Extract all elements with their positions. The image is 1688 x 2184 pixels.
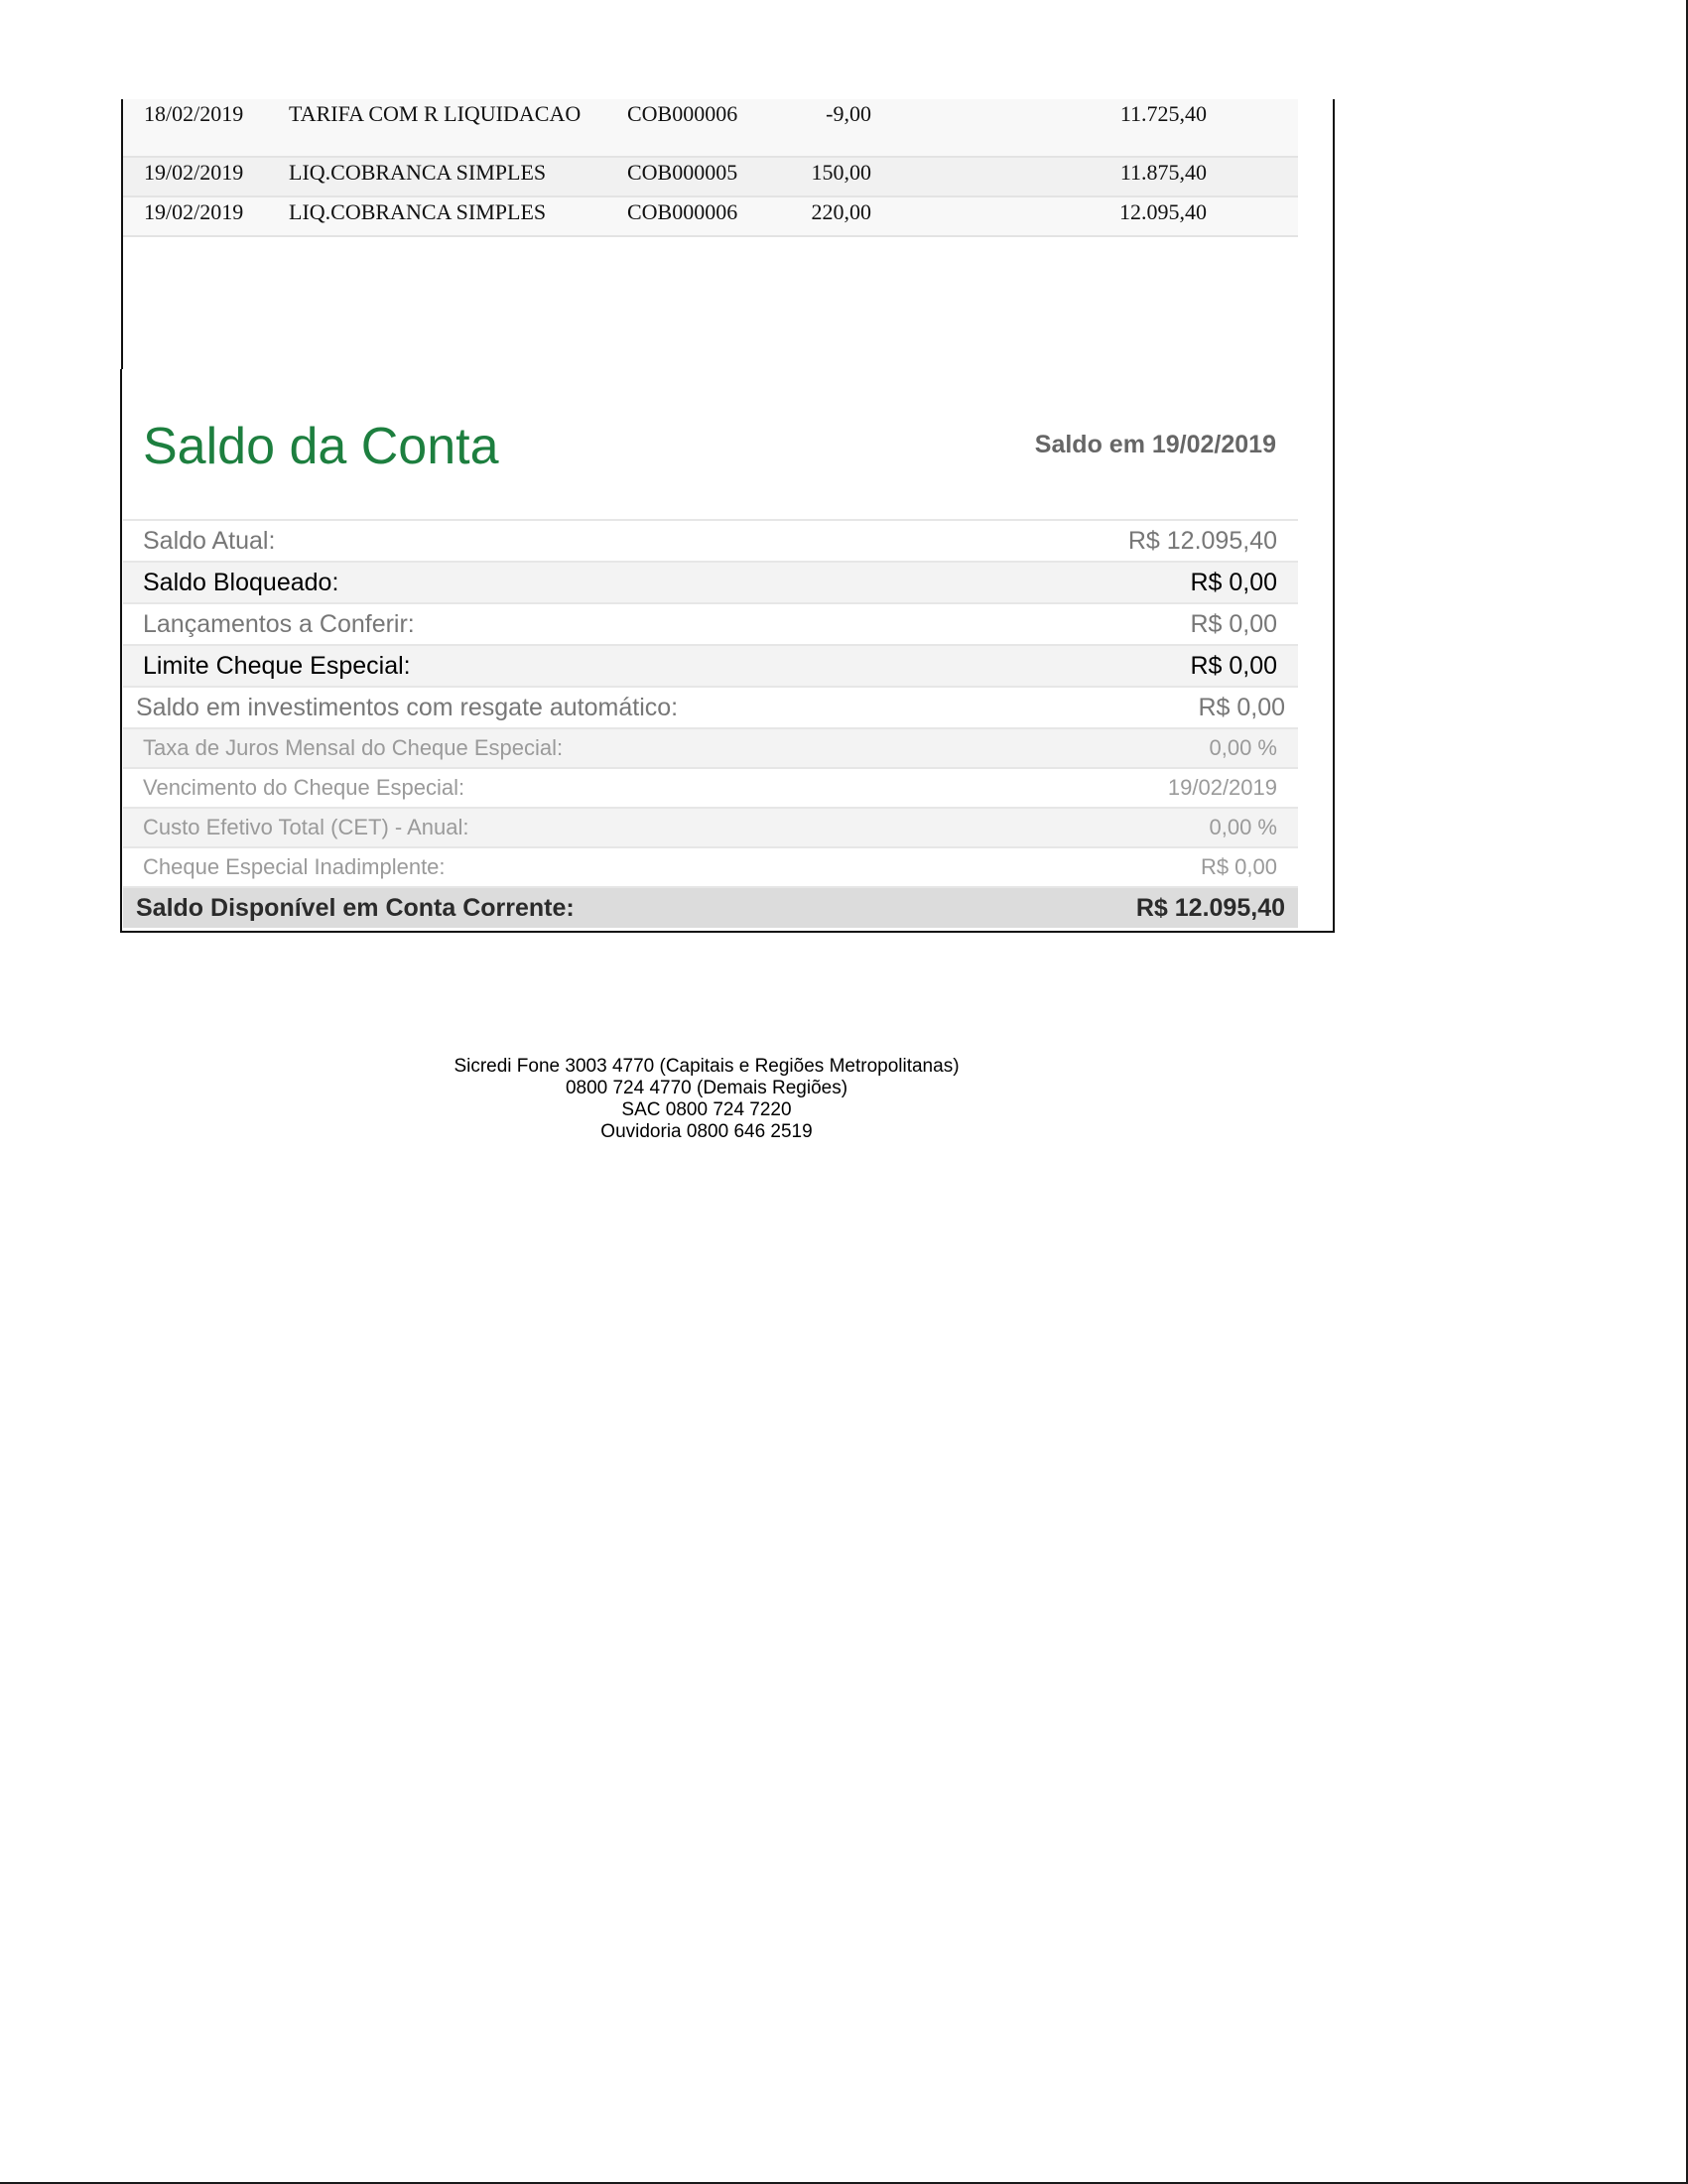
frame-right-border — [1333, 99, 1335, 933]
transactions-table — [123, 99, 1298, 237]
balance-value: R$ 0,00 — [1198, 694, 1285, 721]
balance-row-investimentos — [123, 688, 1298, 729]
tx-date: 18/02/2019 — [144, 101, 244, 126]
tx-description: TARIFA COM R LIQUIDACAO — [289, 101, 582, 126]
tx-description: LIQ.COBRANCA SIMPLES — [289, 160, 547, 185]
balance-label: Saldo Bloqueado: — [143, 569, 339, 596]
tx-value: 220,00 — [811, 199, 871, 224]
tx-balance: 11.875,40 — [1119, 160, 1207, 185]
balance-label: Saldo em investimentos com resgate automático: — [136, 694, 679, 721]
balance-value: 19/02/2019 — [1167, 775, 1277, 800]
tx-value: -9,00 — [826, 101, 871, 126]
total-value: R$ 12.095,40 — [1135, 894, 1285, 922]
balance-label: Vencimento do Cheque Especial: — [143, 775, 465, 800]
balance-row-total — [123, 888, 1298, 928]
balance-label: Saldo Atual: — [143, 527, 276, 555]
tx-date: 19/02/2019 — [144, 160, 244, 185]
total-label: Saldo Disponível em Conta Corrente: — [136, 894, 575, 922]
balance-row-limite-cheque — [123, 646, 1298, 688]
footer-line-sac: SAC 0800 724 7220 — [621, 1099, 792, 1120]
balance-row-saldo-atual — [123, 521, 1298, 563]
table-row — [123, 99, 1298, 158]
contact-footer — [0, 1056, 1413, 1143]
balance-table — [123, 519, 1298, 928]
balance-value: R$ 0,00 — [1190, 610, 1277, 638]
balance-label: Lançamentos a Conferir: — [143, 610, 415, 638]
balance-label: Taxa de Juros Mensal do Cheque Especial: — [143, 735, 564, 760]
tx-date: 19/02/2019 — [144, 199, 244, 224]
tx-document: COB000005 — [627, 160, 738, 185]
balance-row-cet — [123, 809, 1298, 848]
balance-row-saldo-bloqueado — [123, 563, 1298, 604]
footer-line-ouvidoria: Ouvidoria 0800 646 2519 — [600, 1121, 813, 1142]
balance-label: Custo Efetivo Total (CET) - Anual: — [143, 815, 469, 839]
balance-value: 0,00 % — [1209, 815, 1277, 839]
section-title: Saldo da Conta — [143, 418, 499, 475]
tx-description: LIQ.COBRANCA SIMPLES — [289, 199, 547, 224]
balance-date: Saldo em 19/02/2019 — [1034, 431, 1276, 458]
tx-document: COB000006 — [627, 101, 738, 126]
balance-value: R$ 12.095,40 — [1127, 527, 1277, 555]
balance-value: R$ 0,00 — [1190, 652, 1277, 680]
balance-row-vencimento — [123, 769, 1298, 809]
balance-label: Limite Cheque Especial: — [143, 652, 411, 680]
balance-value: 0,00 % — [1209, 735, 1277, 760]
balance-label: Cheque Especial Inadimplente: — [143, 854, 446, 879]
frame-bottom-border — [120, 931, 1335, 933]
balance-value: R$ 0,00 — [1200, 854, 1277, 879]
balance-row-inadimplente — [123, 848, 1298, 888]
tx-balance: 12.095,40 — [1119, 199, 1207, 224]
balance-value: R$ 0,00 — [1190, 569, 1277, 596]
tx-balance: 11.725,40 — [1119, 101, 1207, 126]
tx-value: 150,00 — [811, 160, 871, 185]
tx-document: COB000006 — [627, 199, 738, 224]
balance-row-taxa-juros — [123, 729, 1298, 769]
balance-row-lancamentos — [123, 604, 1298, 646]
footer-line-other-regions: 0800 724 4770 (Demais Regiões) — [565, 1078, 848, 1098]
footer-line-phone: Sicredi Fone 3003 4770 (Capitais e Regiões Metropolitanas) — [454, 1056, 960, 1077]
frame-left-border-bottom — [120, 369, 122, 933]
table-row — [123, 158, 1298, 197]
table-row — [123, 197, 1298, 237]
